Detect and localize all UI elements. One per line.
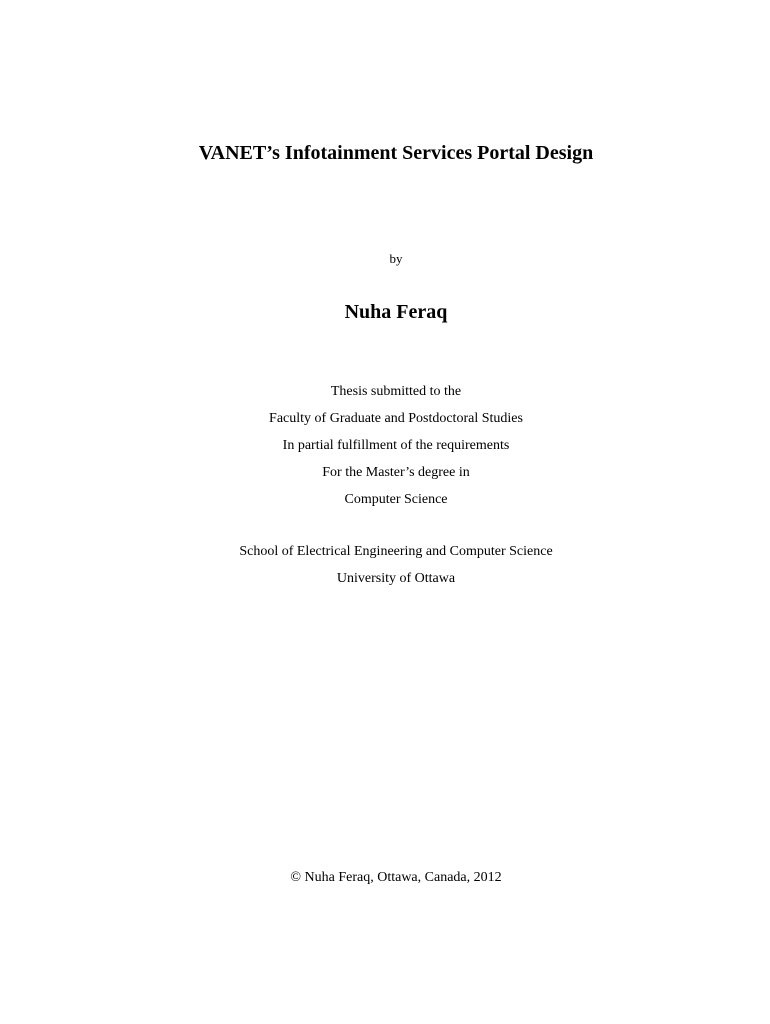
- university-name: University of Ottawa: [336, 571, 456, 586]
- submission-line-1: Thesis submitted to the: [330, 384, 462, 399]
- school-name: School of Electrical Engineering and Computer Science: [239, 544, 553, 559]
- submission-line-3: In partial fulfillment of the requirements: [282, 438, 510, 453]
- copyright-notice: © Nuha Feraq, Ottawa, Canada, 2012: [290, 870, 502, 885]
- submission-line-2: Faculty of Graduate and Postdoctoral Studies: [269, 411, 523, 426]
- author-name: Nuha Feraq: [344, 301, 448, 323]
- submission-line-4: For the Master’s degree in: [322, 465, 470, 480]
- degree-field: Computer Science: [344, 492, 448, 507]
- thesis-title: VANET’s Infotainment Services Portal Design: [198, 142, 594, 164]
- by-label: by: [389, 251, 403, 266]
